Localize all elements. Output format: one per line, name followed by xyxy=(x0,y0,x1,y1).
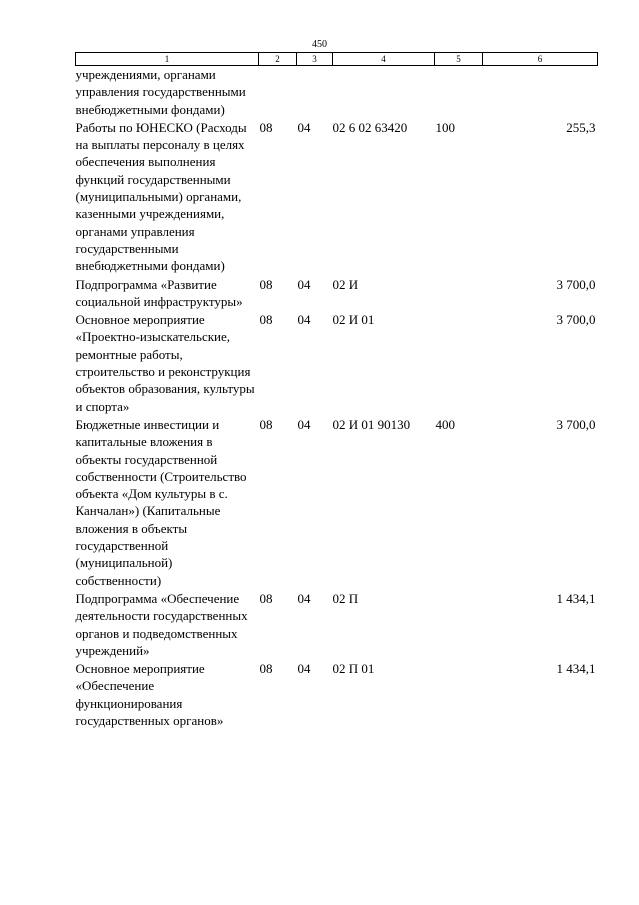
row-section: 08 xyxy=(259,119,273,135)
table-row xyxy=(76,66,598,119)
row-expense: 400 xyxy=(435,416,455,432)
row-name: Подпрограмма «Развитие социальной инфраструктуры» xyxy=(75,276,243,309)
header-col-4: 4 xyxy=(333,53,435,66)
table-header xyxy=(76,53,598,66)
row-subsection: 04 xyxy=(297,312,311,328)
row-expense xyxy=(435,660,483,730)
row-sum: 255,3 xyxy=(566,119,596,135)
row-target xyxy=(333,66,435,119)
header-row xyxy=(76,53,598,66)
budget-table xyxy=(75,52,598,730)
row-subsection: 04 xyxy=(297,590,311,606)
table-row xyxy=(76,416,598,590)
row-sum: 3 700,0 xyxy=(556,312,596,328)
row-target: 02 И 01 90130 xyxy=(332,416,411,432)
table-row xyxy=(76,660,598,730)
row-subsection: 04 xyxy=(297,416,311,432)
row-target: 02 П 01 xyxy=(332,661,375,677)
row-subsection: 04 xyxy=(297,661,311,677)
header-col-5: 5 xyxy=(435,53,483,66)
row-target: 02 6 02 63420 xyxy=(332,119,408,135)
header-col-2: 2 xyxy=(259,53,297,66)
table-row xyxy=(76,311,598,416)
table-body xyxy=(76,66,598,731)
row-section: 08 xyxy=(259,276,273,292)
row-section: 08 xyxy=(259,590,273,606)
row-sum: 1 434,1 xyxy=(556,590,596,606)
row-section: 08 xyxy=(259,661,273,677)
row-name: Бюджетные инвестиции и капитальные вложения в объекты государственной собственности (Строительство объекта «Дом культуры в с. Канчалан») (Капитальные вложения в объекты государственной (муниципальной) собственности) xyxy=(75,416,247,588)
row-name: учреждениями, органами управления государственными внебюджетными фондами) xyxy=(75,67,246,117)
row-name: Подпрограмма «Обеспечение деятельности государственных органов и подведомственных учреждений» xyxy=(75,590,248,658)
row-expense xyxy=(435,66,483,119)
row-name: Основное мероприятие «Проектно-изыскательские, ремонтные работы, строительство и реконструкция объектов образования, культуры и спорта» xyxy=(75,312,255,414)
header-col-6: 6 xyxy=(483,53,598,66)
row-subsection xyxy=(297,66,333,119)
row-sum: 3 700,0 xyxy=(556,276,596,292)
row-expense xyxy=(435,276,483,312)
row-target: 02 П xyxy=(332,590,359,606)
row-name: Основное мероприятие «Обеспечение функционирования государственных органов» xyxy=(75,661,224,728)
page-number: 450 xyxy=(312,39,327,50)
row-target: 02 И 01 xyxy=(332,312,375,328)
row-section: 08 xyxy=(259,416,273,432)
header-col-1: 1 xyxy=(76,53,259,66)
table-row xyxy=(76,590,598,660)
row-subsection: 04 xyxy=(297,276,311,292)
row-sum: 1 434,1 xyxy=(556,661,596,677)
table-row xyxy=(76,119,598,276)
row-subsection: 04 xyxy=(297,119,311,135)
header-col-3: 3 xyxy=(297,53,333,66)
row-section xyxy=(259,66,297,119)
row-target: 02 И xyxy=(332,276,359,292)
table-row xyxy=(76,276,598,312)
row-expense: 100 xyxy=(435,119,455,135)
row-sum: 3 700,0 xyxy=(556,416,596,432)
row-name: Работы по ЮНЕСКО (Расходы на выплаты персоналу в целях обеспечения выполнения функций государственными (муниципальными) органами, казенными учреждениями, органами управления государственными внебюджетными фондами) xyxy=(75,119,247,274)
row-expense xyxy=(435,311,483,416)
row-expense xyxy=(435,590,483,660)
row-section: 08 xyxy=(259,312,273,328)
row-sum xyxy=(483,66,598,119)
